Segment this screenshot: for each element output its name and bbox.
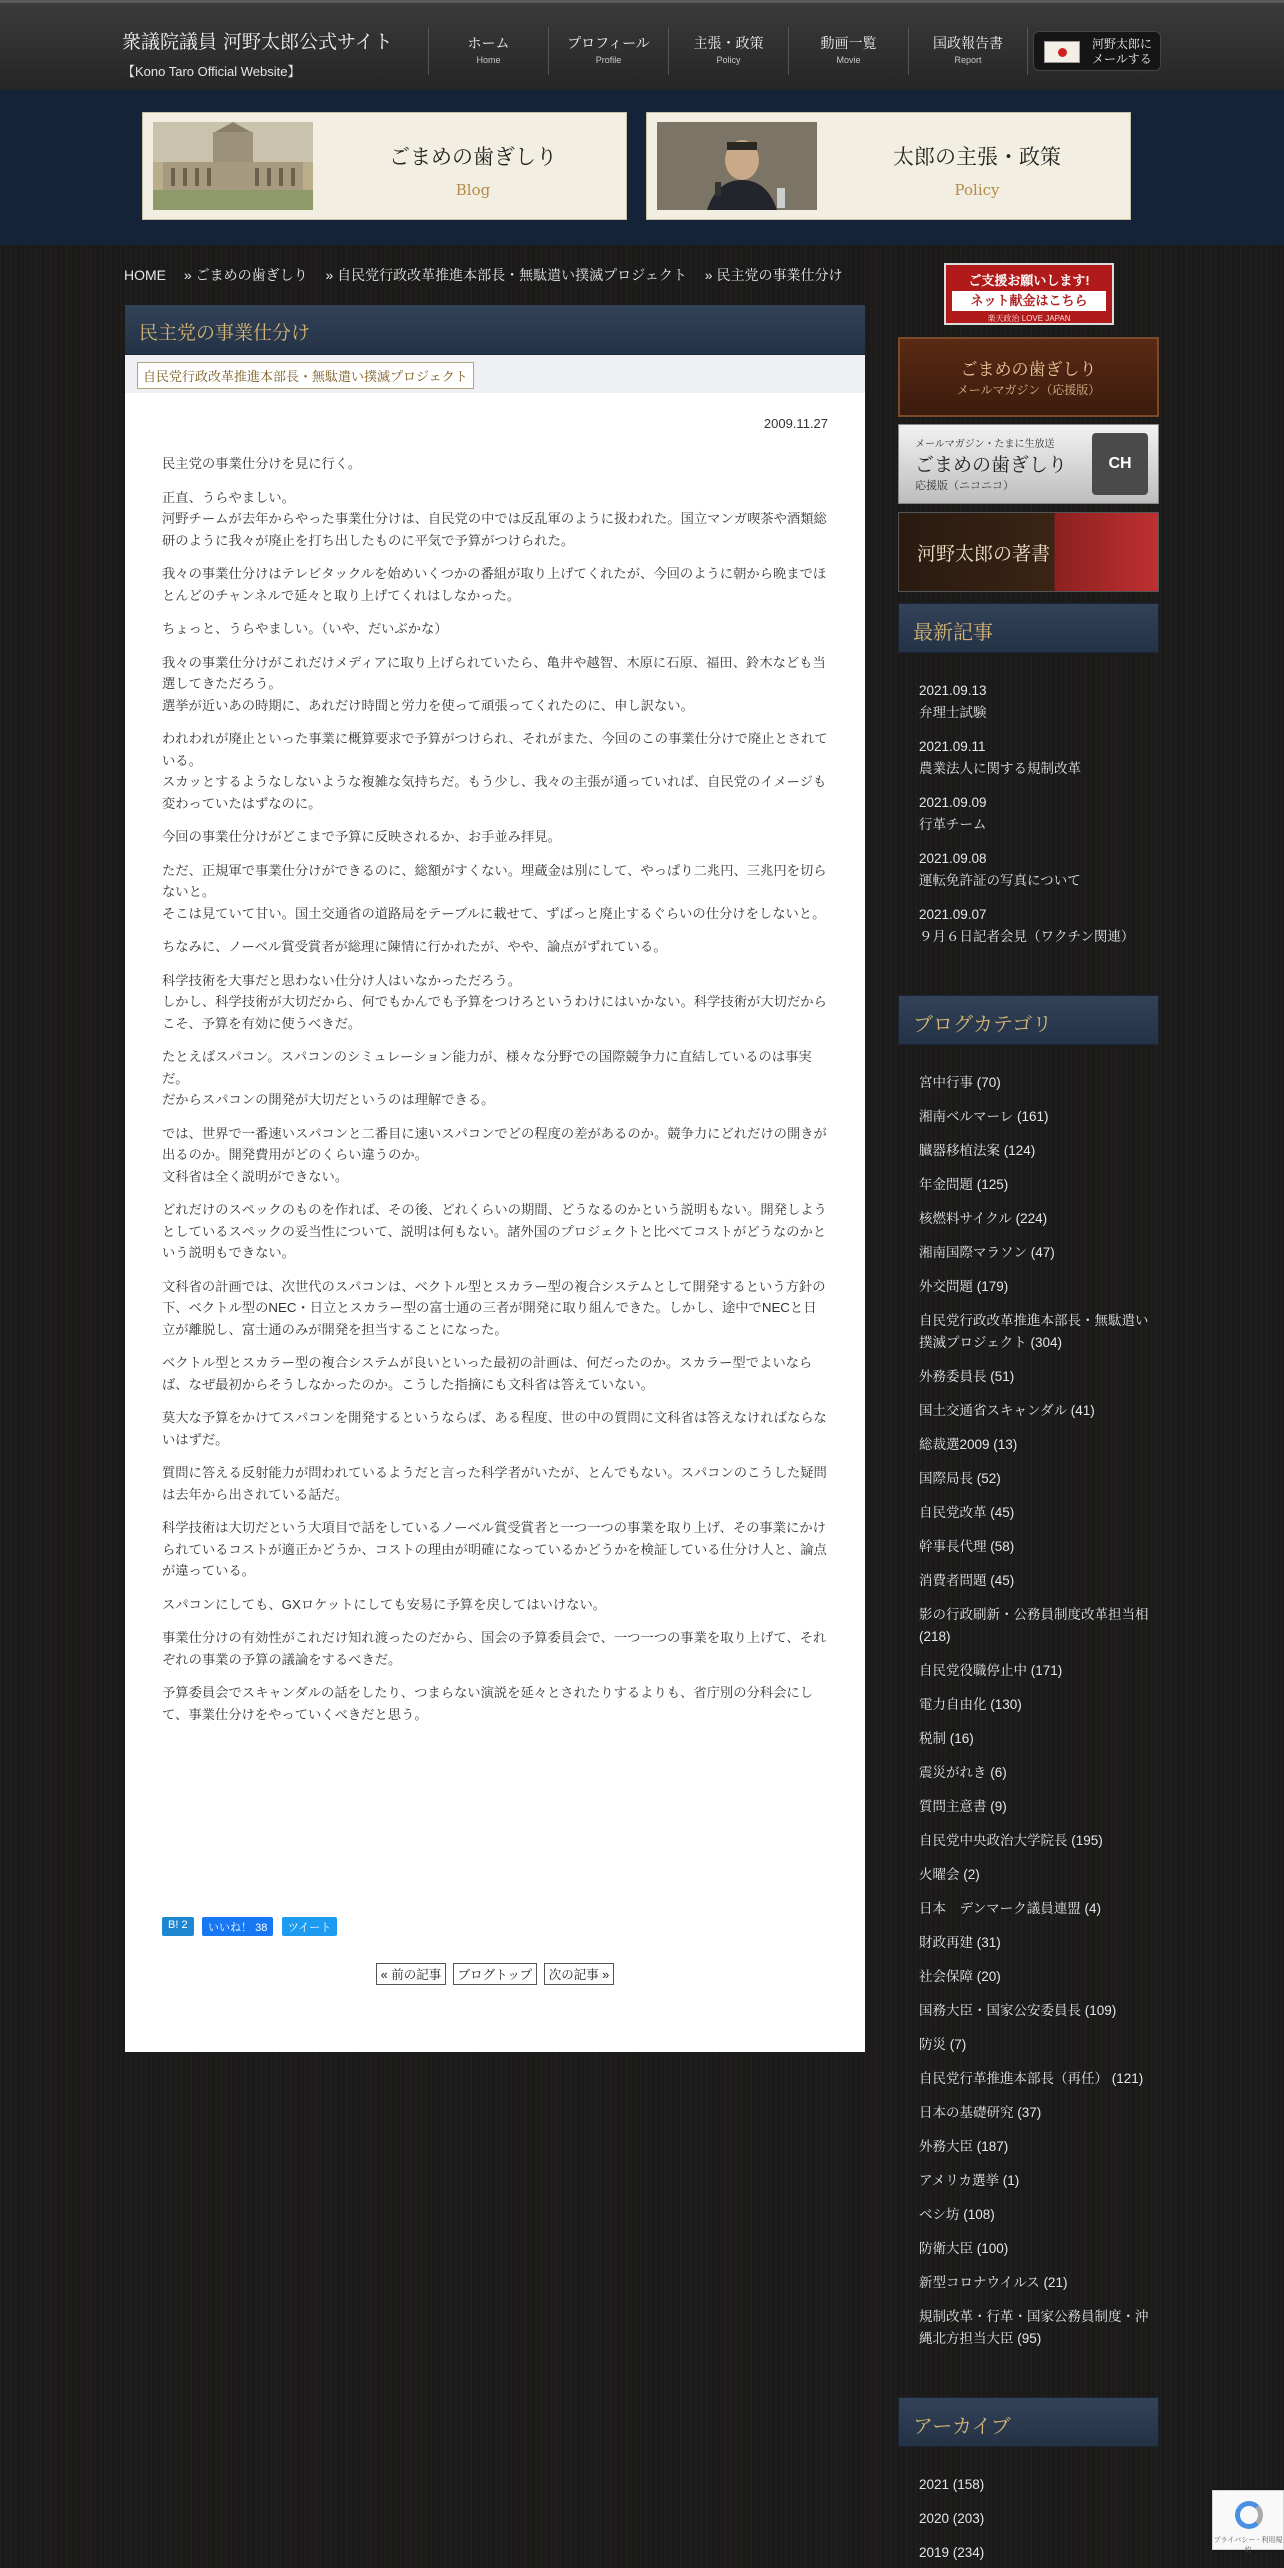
breadcrumb-blog[interactable]: » ごまめの歯ぎしり	[183, 267, 308, 283]
speaker-photo-image	[657, 122, 817, 210]
category-item[interactable]: 核燃料サイクル (224)	[919, 1211, 1048, 1226]
category-item[interactable]: 消費者問題 (45)	[919, 1573, 1015, 1588]
archive-list	[919, 2474, 1151, 2568]
article-body	[162, 453, 828, 1737]
category-item[interactable]: 幹事長代理 (58)	[919, 1539, 1015, 1554]
breadcrumb	[124, 265, 856, 285]
article-paragraph: 科学技術は大切だという大項目で話をしているノーベル賞受賞者と一つ一つの事業を取り上げ、その事業にかけられているコストが適正かどうか、コストの理由が明確になっているかどうかを検証している仕分け人と、論点が違っている。	[162, 1520, 827, 1578]
article-paragraph: われわれが廃止といった事業に概算要求で予算がつけられ、それがまた、今回のこの事業仕分けで廃止とされている。 スカッとするようなしないような複雑な気持ちだ。もう少し、我々の主張が通っていれば、自民党のイメージも変わっていたはずなのに。	[162, 731, 828, 811]
category-item[interactable]: ベシ坊 (108)	[919, 2207, 995, 2222]
category-item[interactable]: 日本の基礎研究 (37)	[919, 2105, 1042, 2120]
recent-post-title: 行革チーム	[919, 817, 987, 832]
archive-item[interactable]: 2021 (158)	[919, 2477, 985, 2492]
recent-post-title: ９月６日記者会見（ワクチン関連）	[919, 929, 1135, 944]
nav-profile[interactable]: プロフィール Profile	[548, 27, 668, 75]
books-banner[interactable]: 河野太郎の著書	[898, 512, 1159, 592]
article-paragraph: ちょっと、うらやましい。（いや、だいぶかな）	[162, 621, 448, 636]
mail-magazine-banner[interactable]: ごまめの歯ぎしり メールマガジン（応援版）	[898, 337, 1159, 417]
diet-building-image	[153, 122, 313, 210]
article-paragraph: どれだけのスペックのものを作れば、その後、どれくらいの期間、どうなるのかという説明もない。開発しようとしているスペックの妥当性について、説明は何もない。諸外国のプロジェクトと比べてコストがどうなのかという説明もできない。	[162, 1202, 827, 1260]
nav-policy[interactable]: 主張・政策 Policy	[668, 27, 788, 75]
recaptcha-icon	[1235, 2501, 1263, 2529]
archive-item[interactable]: 2020 (203)	[919, 2511, 985, 2526]
category-item[interactable]: 規制改革・行革・国家公務員制度・沖縄北方担当大臣 (95)	[919, 2309, 1149, 2346]
category-item[interactable]: 総裁選2009 (13)	[919, 1437, 1018, 1452]
article-paragraph: 莫大な予算をかけてスパコンを開発するというならば、ある程度、世の中の質問に文科省は答えなければならないはずだ。	[162, 1410, 827, 1447]
category-item[interactable]: 防衛大臣 (100)	[919, 2241, 1009, 2256]
tweet-button[interactable]: ツイート	[282, 1917, 337, 1936]
category-item[interactable]: 自民党行政改革推進本部長・無駄遣い撲滅プロジェクト (304)	[919, 1313, 1149, 1350]
article-paragraph: 事業仕分けの有効性がこれだけ知れ渡ったのだから、国会の予算委員会で、一つ一つの事業を取り上げて、それぞれの事業の予算の議論をするべきだ。	[162, 1630, 827, 1667]
recent-posts-heading: 最新記事	[898, 603, 1159, 653]
nav-report-label: 国政報告書	[933, 35, 1003, 51]
category-item[interactable]: 外交問題 (179)	[919, 1279, 1009, 1294]
blog-category-heading: ブログカテゴリ	[898, 995, 1159, 1045]
recent-post-title: 弁理士試験	[919, 705, 987, 720]
article-title: 民主党の事業仕分け	[139, 322, 311, 344]
blog-banner[interactable]: ごまめの歯ぎしり Blog	[142, 112, 627, 220]
nav-report[interactable]: 国政報告書 Report	[908, 27, 1028, 75]
category-item[interactable]: 年金問題 (125)	[919, 1177, 1009, 1192]
category-item[interactable]: 社会保障 (20)	[919, 1969, 1001, 1984]
pager	[125, 1963, 865, 1985]
category-item[interactable]: 質問主意書 (9)	[919, 1799, 1007, 1814]
recent-post-item[interactable]	[919, 792, 1151, 836]
recent-post-date: 2021.09.07	[919, 907, 987, 922]
recent-post-item[interactable]	[919, 848, 1151, 892]
recent-post-date: 2021.09.09	[919, 795, 987, 810]
japan-flag-icon	[1044, 41, 1080, 63]
article-paragraph: 民主党の事業仕分けを見に行く。	[162, 456, 362, 471]
article-paragraph: 予算委員会でスキャンダルの話をしたり、つまらない演説を延々とされたりするよりも、省庁別の分科会にして、事業仕分けをやっていくべきだと思う。	[162, 1685, 814, 1722]
category-item[interactable]: 自民党役職停止中 (171)	[919, 1663, 1063, 1678]
niconico-banner[interactable]: メールマガジン・たまに生放送 ごまめの歯ぎしり 応援版（ニコニコ） CH	[898, 424, 1159, 504]
category-item[interactable]: 火曜会 (2)	[919, 1867, 980, 1882]
blog-category-list	[919, 1072, 1151, 2362]
prev-post-link[interactable]: « 前の記事	[376, 1963, 446, 1985]
article-paragraph: ただ、正規軍で事業仕分けができるのに、総額がすくない。埋蔵金は別にして、やっぱり二兆円、三兆円を切らないと。 そこは見ていて甘い。国土交通省の道路局をテーブルに載せて、ずばっと廃止するぐらいの仕分けをしないと。	[162, 862, 827, 921]
category-item[interactable]: 影の行政刷新・公務員制度改革担当相 (218)	[919, 1607, 1149, 1644]
article-paragraph: スパコンにしても、GXロケットにしても安易に予算を戻してはいけない。	[162, 1596, 607, 1612]
recent-post-date: 2021.09.08	[919, 851, 987, 866]
facebook-like-button[interactable]: いいね！ 38	[202, 1917, 273, 1936]
site-header	[0, 0, 1284, 90]
recent-post-item[interactable]	[919, 680, 1151, 724]
category-item[interactable]: 国際局長 (52)	[919, 1471, 1001, 1486]
recent-post-item[interactable]	[919, 904, 1151, 948]
category-item[interactable]: 湘南国際マラソン (47)	[919, 1245, 1055, 1260]
article-paragraph: 文科省の計画では、次世代のスパコンは、ベクトル型とスカラー型の複合システムとして開発するという方針の下、ベクトル型のNEC・日立とスカラー型の富士通の三者が開発に取り組んできた。しかし、途中でNECと日立が離脱し、富士通のみが開発を担当することになった。	[162, 1278, 826, 1337]
recent-post-title: 農業法人に関する規制改革	[919, 761, 1081, 776]
article-paragraph: 正直、うらやましい。 河野チームが去年からやった事業仕分けは、自民党の中では反乱軍のように扱われた。国立マンガ喫茶や酒類総研のように我々が廃止を打ち出したものに平気で予算がつけられた。	[162, 489, 827, 548]
recent-posts-list	[919, 680, 1151, 960]
article-paragraph: では、世界で一番速いスパコンと二番目に速いスパコンでどの程度の差があるのか。競争力にどれだけの開きが出るのか。開発費用がどのくらい違うのか。 文科省は全く説明ができない。	[162, 1125, 827, 1184]
category-item[interactable]: 税制 (16)	[919, 1731, 974, 1746]
article-paragraph: 我々の事業仕分けはテレビタックルを始めいくつかの番組が取り上げてくれたが、今回のように朝から晩までほとんどのチャンネルで延々と取り上げてくれはしなかった。	[162, 566, 827, 603]
site-title[interactable]: 衆議院議員 河野太郎公式サイト	[122, 31, 393, 53]
category-item[interactable]: 新型コロナウイルス (21)	[919, 2275, 1068, 2290]
article-paragraph: 我々の事業仕分けがこれだけメディアに取り上げられていたら、亀井や越智、木原に石原、福田、鈴木なども当選してきただろう。 選挙が近いあの時期に、あれだけ時間と労力を使って頑張ってくれたのに、申し訳ない。	[162, 654, 826, 713]
category-item[interactable]: 湘南ベルマーレ (161)	[919, 1109, 1049, 1124]
site-subtitle: 【Kono Taro Official Website】	[122, 64, 301, 79]
recaptcha-badge[interactable]: プライバシー - 利用規約	[1212, 2490, 1284, 2550]
category-item[interactable]: 臓器移植法案 (124)	[919, 1143, 1036, 1158]
category-item[interactable]: 電力自由化 (130)	[919, 1697, 1022, 1712]
category-item[interactable]: 自民党改革 (45)	[919, 1505, 1015, 1520]
article	[125, 305, 865, 2052]
category-item[interactable]: 財政再建 (31)	[919, 1935, 1001, 1950]
article-paragraph: たとえばスパコン。スパコンのシミュレーション能力が、様々な分野での国際競争力に直結しているのは事実だ。 だからスパコンの開発が大切だというのは理解できる。	[162, 1049, 812, 1107]
article-paragraph: ちなみに、ノーベル賞受賞者が総理に陳情に行かれたが、やや、論点がずれている。	[162, 939, 667, 954]
social-buttons	[162, 1917, 341, 1937]
blog-top-link[interactable]: ブログトップ	[453, 1963, 538, 1985]
breadcrumb-current: » 民主党の事業仕分け	[704, 267, 843, 283]
article-header	[125, 305, 865, 355]
category-item[interactable]: 外務委員長 (51)	[919, 1369, 1015, 1384]
category-item[interactable]: 自民党中央政治大学院長 (195)	[919, 1833, 1103, 1848]
recent-post-item[interactable]	[919, 736, 1151, 780]
category-item[interactable]: アメリカ選挙 (1)	[919, 2173, 1020, 2188]
article-paragraph: ベクトル型とスカラー型の複合システムが良いといった最初の計画は、何だったのか。スカラー型でよいならば、なぜ最初からそうしなかったのか。こうした指摘にも文科省は答えていない。	[162, 1355, 813, 1392]
category-item[interactable]: 防災 (7)	[919, 2037, 967, 2052]
mail-button[interactable]: 河野太郎に メールする	[1033, 31, 1161, 71]
article-paragraph: 科学技術を大事だと思わない仕分け人はいなかっただろう。 しかし、科学技術が大切だから、何でもかんでも予算をつけろというわけにはいかない。科学技術が大切だからこそ、予算を有効に使うべきだ。	[162, 972, 827, 1031]
breadcrumb-category[interactable]: » 自民党行政改革推進本部長・無駄遣い撲滅プロジェクト	[325, 267, 687, 283]
category-item[interactable]: 国土交通省スキャンダル (41)	[919, 1403, 1095, 1418]
post-date: 2009.11.27	[763, 416, 828, 431]
nav-home[interactable]: ホーム Home	[428, 27, 548, 75]
article-paragraph: 今回の事業仕分けがどこまで予算に反映されるか、お手並み拝見。	[162, 829, 561, 844]
category-item[interactable]: 自民党行革推進本部長（再任） (121)	[919, 2071, 1144, 2086]
donate-banner[interactable]: ご支援お願いします! ネット献金はこちら 楽天政治 LOVE JAPAN	[944, 263, 1114, 325]
breadcrumb-home[interactable]: HOME	[124, 267, 166, 283]
banner-band	[0, 90, 1284, 245]
recent-post-title: 運転免許証の写真について	[919, 873, 1081, 888]
article-paragraph: 質問に答える反射能力が問われているようだと言った科学者がいたが、とんでもない。スパコンのこうした疑問は去年から出されている話だ。	[162, 1465, 827, 1502]
nav-movie[interactable]: 動画一覧 Movie	[788, 27, 908, 75]
category-item[interactable]: 震災がれき (6)	[919, 1765, 1007, 1780]
category-item[interactable]: 国務大臣・国家公安委員長 (109)	[919, 2003, 1117, 2018]
category-bar	[125, 355, 865, 393]
hatena-bookmark-button[interactable]: B! 2	[162, 1917, 194, 1936]
recent-post-date: 2021.09.13	[919, 683, 987, 698]
archive-heading: アーカイブ	[898, 2397, 1159, 2447]
policy-banner[interactable]: 太郎の主張・政策 Policy	[646, 112, 1131, 220]
category-item[interactable]: 宮中行事 (70)	[919, 1075, 1001, 1090]
category-item[interactable]: 日本 デンマーク議員連盟 (4)	[919, 1901, 1101, 1916]
category-tag[interactable]: 自民党行政改革推進本部長・無駄遣い撲滅プロジェクト	[137, 362, 474, 389]
archive-item[interactable]: 2019 (234)	[919, 2545, 985, 2560]
category-item[interactable]: 外務大臣 (187)	[919, 2139, 1009, 2154]
niconico-channel-icon: CH	[1092, 433, 1148, 495]
next-post-link[interactable]: 次の記事 »	[544, 1963, 614, 1985]
recent-post-date: 2021.09.11	[919, 739, 986, 754]
